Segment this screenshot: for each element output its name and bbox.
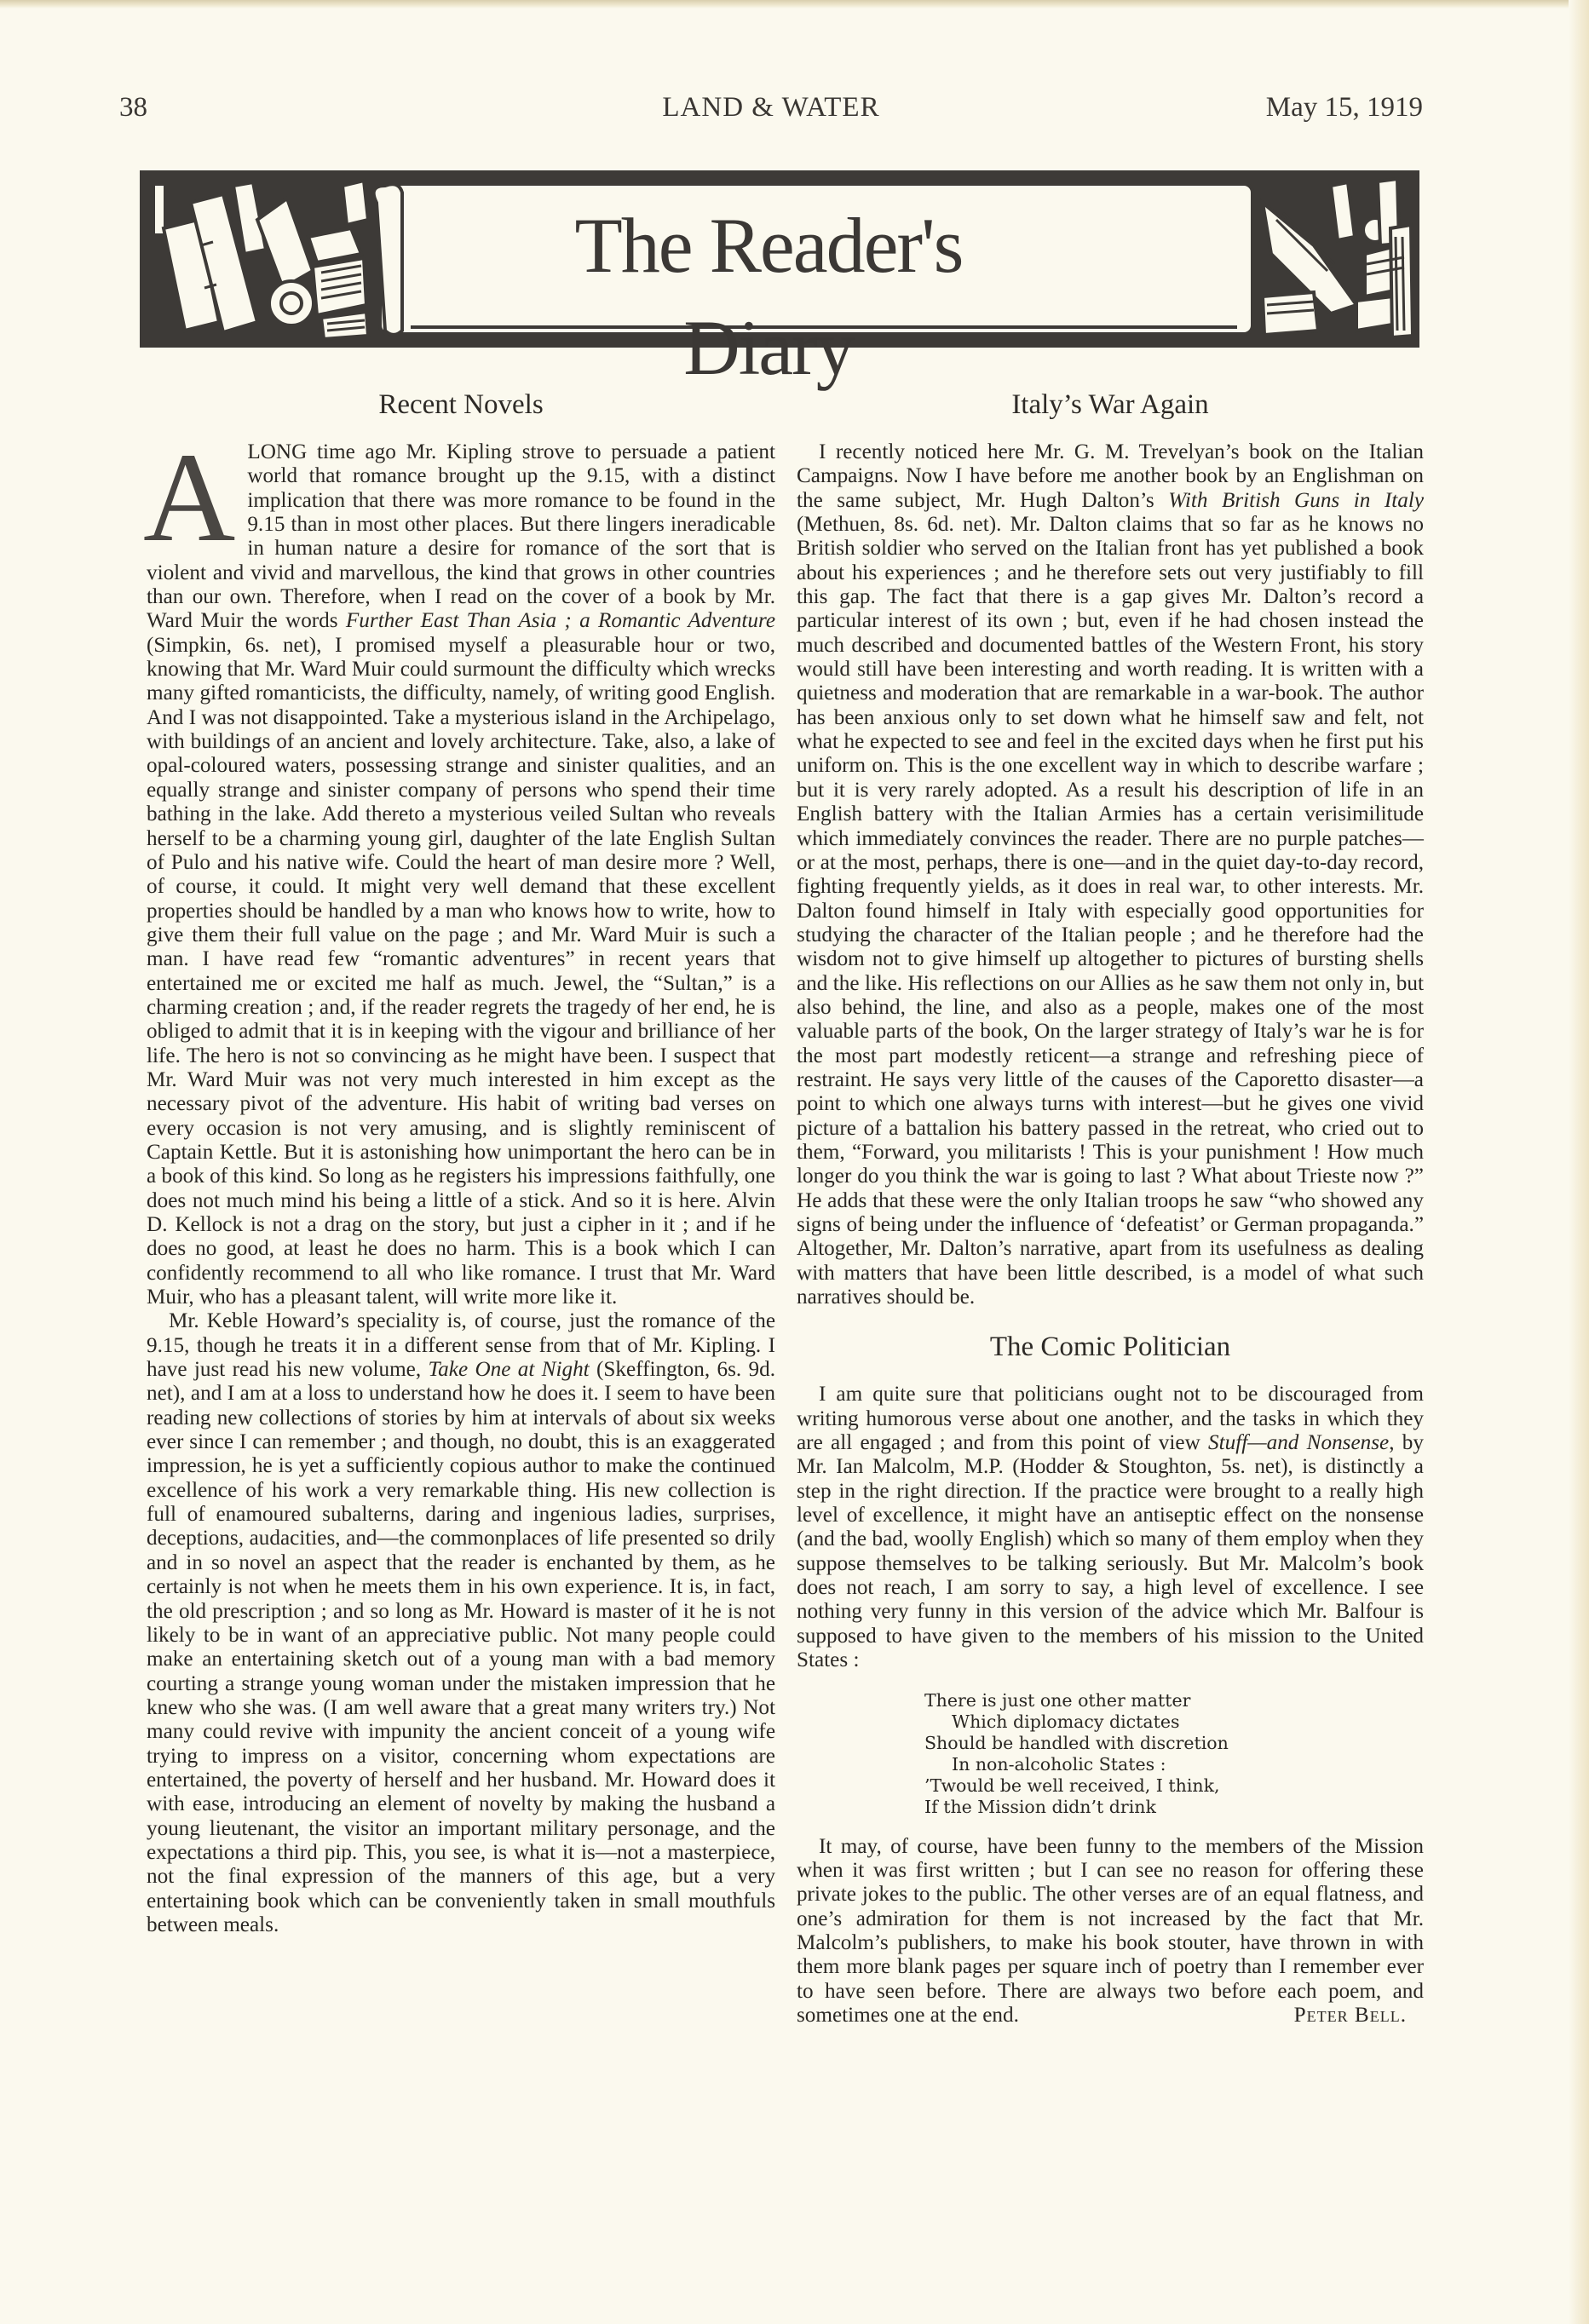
verse-line: Which diplomacy dictates: [952, 1711, 1180, 1732]
verse-line: Should be handled with discretion: [924, 1732, 1229, 1753]
verse-line: In non-alcoholic States :: [952, 1753, 1166, 1775]
heading-recent-novels: Recent Novels: [378, 389, 544, 420]
running-head: [119, 92, 1423, 135]
text-run: I recently noticed here Mr. G. M. Trevelyan’s book on the Italian Campaigns. Now I have before me another book by an Englishman on the same subject, Mr. Hugh Dalton’s: [797, 440, 1424, 512]
text-run: (Skeffington, 6s. 9d. net), and I am at a loss to understand how he does it. I seem to have been reading new collections of stories by him at intervals of about six weeks ever since I can remember ; and though, no doubt, this is an exaggerated impression, he is yet a sufficiently copious author to make the continued excellence of his work a very remarkable thing. His new collection is full of enamoured subalterns, daring and ingenious ladies, surprises, deceptions, audacities, and—the commonplaces of life presented so drily and in so novel an aspect that the reader is enchanted by them, as he certainly is not when he meets them in his own experience. It is, in fact, the old prescription ; and so long as Mr. Howard is master of it he is not likely to be in want of an appreciative public. Not many people could make an entertaining sketch out of a young man with a bad memory courting a strange young woman under the mistaken impression that he knew who she was. (I am well aware that a great many writers try.) Not many could revive with impunity the ancient conceit of a young wife trying to impress on a visitor, concerning whom expectations are entertained, the poverty of herself and her husband. Mr. Howard does it with ease, introducing an element of novelty by making the husband a young lieutenant, the visitor an important military personage, and the expectations a third pip. This, you see, is what it is—not a masterpiece, not the final expression of the manners of this age, but a very entertaining book which can be conveniently taken in small mouthfuls between meals.: [147, 1358, 776, 1936]
book-title: Stuff—and Nonsense: [1208, 1431, 1390, 1455]
page-top-edge: [0, 0, 1589, 9]
page-right-edge: [1569, 0, 1589, 2324]
heading-comic-politician: The Comic Politician: [989, 1332, 1231, 1363]
paragraph: [797, 1383, 1424, 1672]
book-title: With British Guns in Italy: [1168, 488, 1425, 512]
page-number: 38: [119, 92, 147, 123]
paragraph: [797, 1835, 1424, 2028]
text-run: It may, of course, have been funny to the members of the Mission when it was first written ; but I can see no reason for offering these private jokes to the public. The other verses are of an equal flatness, and one’s admiration for them is not increased by the fact that Mr. Malcolm’s publishers, to make his book stouter, have thrown in with them more blank pages per square inch of poetry than I remember ever to have seen before. There are always two before each poem, and sometimes one at the end.: [797, 1834, 1424, 2027]
text-run: (Simpkin, 6s. net), I promised myself a pleasurable hour or two, knowing that Mr. Ward Muir could surmount the difficulty which wrecks many gifted romanticists, the difficulty, namely, of writing good English. And I was not disappointed. Take a mysterious island in the Archipelago, with buildings of an ancient and lovely architecture. Take, also, a lake of opal-coloured waters, possessing strange and sinister qualities, and an equally strange and sinister company of persons who spend their time bathing in the lake. Add thereto a mysterious veiled Sultan who reveals herself to be a charming young girl, daughter of the late English Sultan of Pulo and his native wife. Could the heart of man desire more ? Well, of course, it could. It might very well demand that these excellent properties should be handled by a man who knows how to write, how to give them their full value on the page ; and Mr. Ward Muir is such a man. I have read few “romantic adventures” in recent years that entertained me or excited me half as much. Jewel, the “Sultan,” is a charming creation ; and, if the reader regrets the tragedy of her end, he is obliged to admit that it is in keeping with the vigour and brilliance of her life. The hero is not so convincing as he might have been. I suspect that Mr. Ward Muir was not very much interested in him except as the necessary pivot of the adventure. His habit of writing bad verses on every occasion is not very amusing, and is slightly reminiscent of Captain Kettle. But it is astonishing how unimportant the hero can be in a book of this kind. So long as he registers his impressions faithfully, one does not much mind his being a little of a stick. And so it is here. Alvin D. Kellock is not a drag on the story, but just a cipher in it ; and if he does no good, at least he does no harm. This is a book which I can confidently recommend to all who like romance. I trust that Mr. Ward Muir, who has a pleasant talent, will write more like it.: [147, 633, 775, 1309]
author-signature: Peter Bell.: [1293, 2003, 1407, 2027]
left-column: [143, 388, 776, 1937]
text-run: Mr. Keble Howard’s speciality is, of course, just the romance of the 9.15, though he treats it in a different sense from that of Mr. Kipling. I have just read his new volume,: [147, 1309, 775, 1382]
verse-line: There is just one other matter: [924, 1689, 1191, 1711]
drop-cap: A: [143, 427, 236, 568]
right-column: [797, 388, 1424, 2028]
verse-line: If the Mission didn’t drink: [924, 1796, 1156, 1817]
verse-quote: [924, 1690, 1424, 1818]
text-run: I am quite sure that politicians ought not to be discouraged from writing humorous verse about one another, and the tasks in which they are all engaged ; and from this point of view: [797, 1383, 1424, 1455]
paragraph: [147, 1309, 775, 1937]
verse-line: ’Twould be well received, I think,: [924, 1775, 1220, 1796]
text-run: LONG time ago Mr. Kipling strove to persuade a patient world that romance brought up the 9.15, with a distinct implication that there was more romance to be found in the 9.15 than in most other places. But there lingers ineradicable in human nature a desire for romance of the sort that is violent and vivid and marvellous, the kind that grows in other countries than our own. Therefore, when I read on the cover of a book by Mr. Ward Muir the words: [147, 440, 775, 633]
paragraph: [143, 427, 775, 1309]
book-title: Take One at Night: [428, 1358, 590, 1382]
heading-italys-war-again: Italy’s War Again: [1011, 389, 1209, 420]
masthead: LAND & WATER: [662, 92, 880, 123]
banner-title: The Reader's Diary: [574, 202, 963, 391]
paragraph: [797, 440, 1424, 1309]
readers-diary-banner: [138, 169, 1421, 391]
text-run: , by Mr. Ian Malcolm, M.P. (Hodder & Stoughton, 5s. net), is distinctly a step in the right direction. If the practice were brought to a really high level of excellence, it might have an antiseptic effect on the nonsense (and the bad, woolly English) which so many of them employ when they suppose themselves to be talking seriously. But Mr. Malcolm’s book does not reach, I am sorry to say, a high level of excellence. I see nothing very funny in this version of the advice which Mr. Balfour is supposed to have given to the members of his mission to the United States :: [797, 1431, 1424, 1672]
issue-date: May 15, 1919: [1265, 92, 1423, 123]
book-title: Further East Than Asia ; a Romantic Adventure: [345, 609, 775, 633]
text-run: (Methuen, 8s. 6d. net). Mr. Dalton claims that so far as he knows no British soldier who served on the Italian front has yet published a book about his experiences ; and he therefore sets out very justifiably to fill this gap. The fact that there is a gap gives Mr. Dalton’s record a particular interest of its own ; but, even if he had chosen instead the much described and documented battles of the Western Front, his story would still have been interesting and worth reading. It is written with a quietness and moderation that are remarkable in a war-book. The author has been anxious only to set down what he himself saw and felt, not what he expected to see and feel in the excited days when he first put his uniform on. This is the one excellent way in which to describe warfare ; but it is very rarely adopted. As a result his description of life in an English battery with the Italian Armies has a certain verisimilitude which immediately convinces the reader. There are no purple patches—or at the most, perhaps, there is one—and in the quiet day-to-day record, fighting frequently yields, as it does in real war, to other interests. Mr. Dalton found himself in Italy with especially good opportunities for studying the character of the Italian people ; and he therefore had the wisdom not to give himself up altogether to pictures of bursting shells and the like. His reflections on our Allies as he saw them not only in, but also behind, the line, and also as a people, makes one of the most valuable parts of the book, On the larger strategy of Italy’s war he is for the most part modestly reticent—a strange and refreshing piece of restraint. He says very little of the causes of the Caporetto disaster—a point to which one always turns with interest—but he gives one vivid picture of a battalion his battery passed in the retreat, who cried out to them, “Forward, you militarists ! This is your punishment ! How much longer do you think the war is going to last ? What about Trieste now ?” He adds that these were the only Italian troops he saw “who showed any signs of being under the influence of ‘defeatist’ or German propaganda.” Altogether, Mr. Dalton’s narrative, apart from its usefulness as dealing with matters that have been little described, is a model of what such narratives should be.: [797, 513, 1424, 1309]
